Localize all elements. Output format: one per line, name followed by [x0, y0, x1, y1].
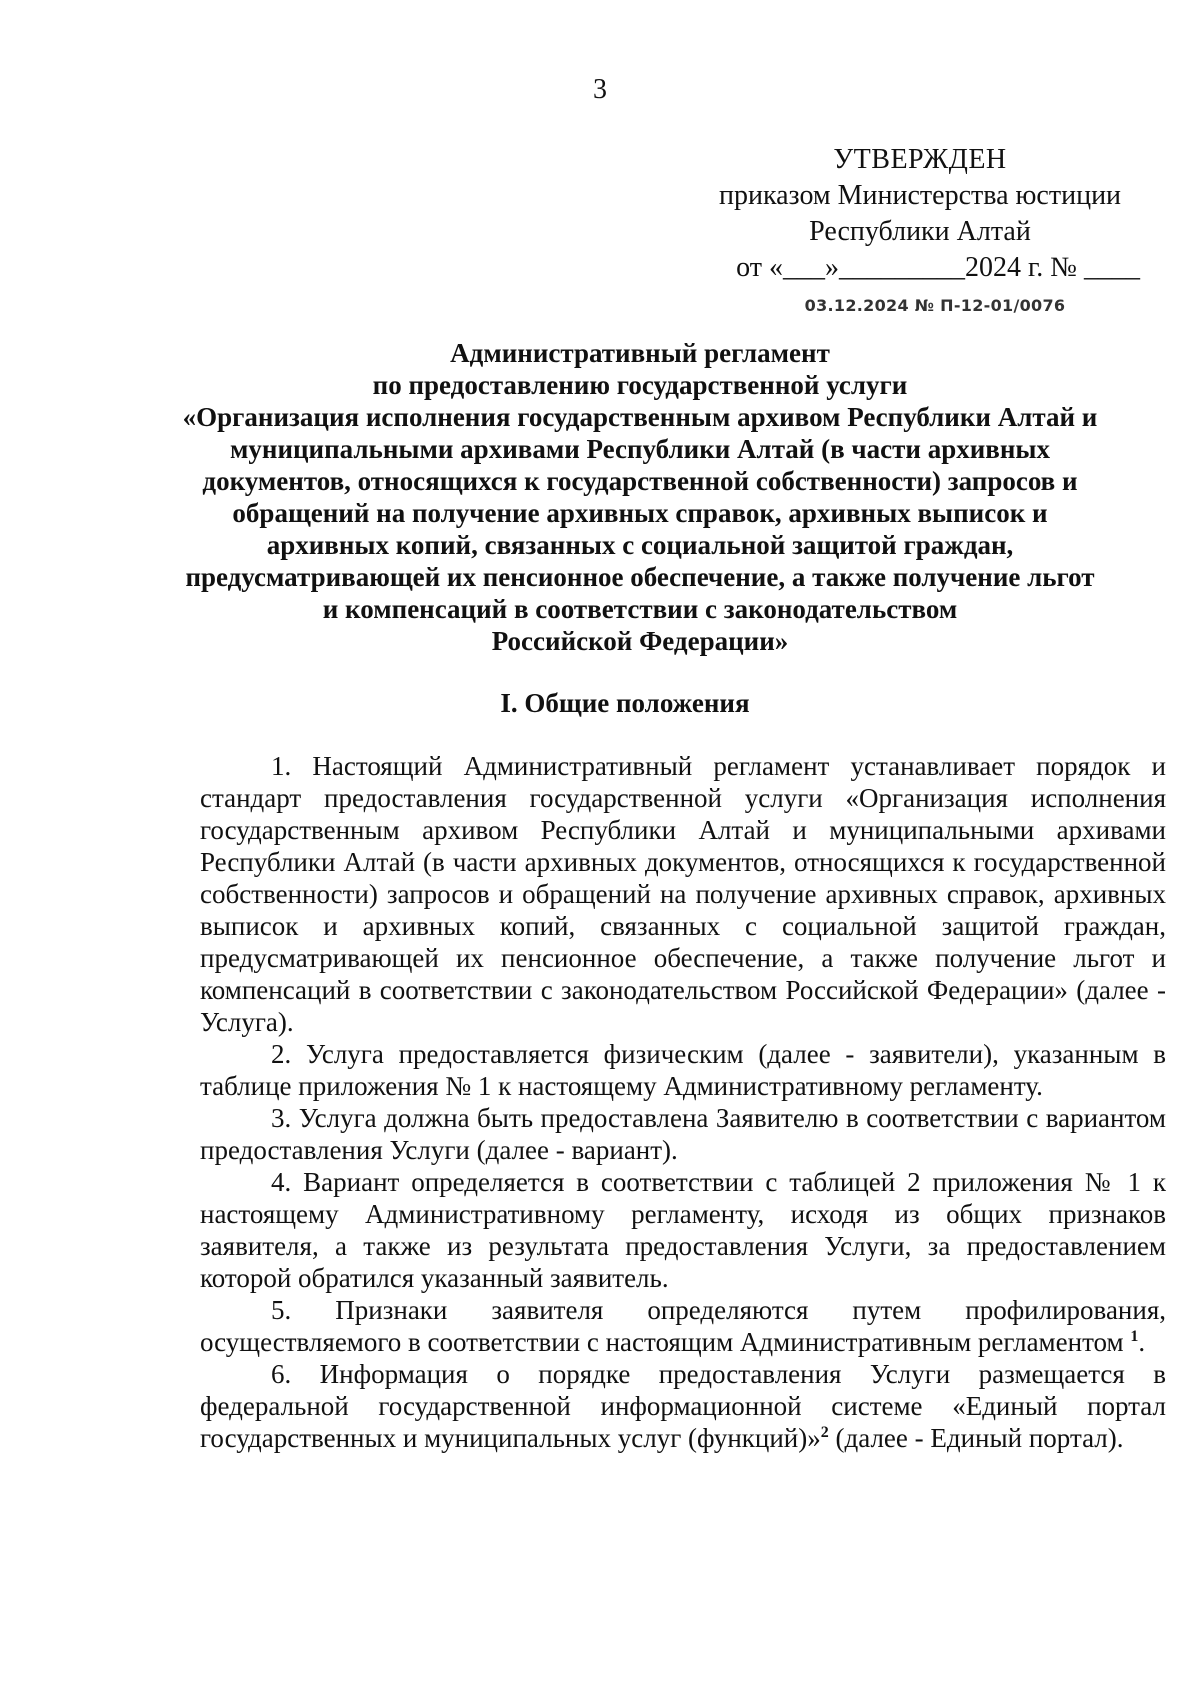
footnote-ref-2: 2 [820, 1424, 829, 1441]
paragraph-1: 1. Настоящий Административный регламент устанавливает порядок и стандарт предоставления государственной услуги «Организация исполнения государственным архивом Республики Алтай и муниципальными архивами Республики Алтай (в части архивных документов, относящихся к государственной собственности) запросов и обращений на получение архивных справок, архивных выписок и архивных копий, связанных с социальной защитой граждан, предусматривающей их пенсионное обеспечение, а также получение льгот и компенсаций в соответствии с законодательством Российской Федерации» (далее - Услуга). [200, 751, 1166, 1037]
title-line: муниципальными архивами Республики Алтай (в части архивных [230, 434, 1050, 464]
paragraph-2: 2. Услуга предоставляется физическим (далее - заявители), указанным в таблице приложения № 1 к настоящему Административному регламенту. [200, 1039, 1166, 1101]
document-title [180, 337, 1100, 657]
approval-heading: УТВЕРЖДЕН [833, 144, 1007, 175]
title-line: архивных копий, связанных с социальной защитой граждан, [266, 530, 1014, 560]
title-line: «Организация исполнения государственным архивом Республики Алтай и [182, 402, 1098, 432]
paragraph-5-text: 5. Признаки заявителя определяются путем профилирования, осуществляемого в соответствии с настоящим Административным регламентом [200, 1295, 1166, 1357]
paragraph-4: 4. Вариант определяется в соответствии с таблицей 2 приложения № 1 к настоящему Административному регламенту, исходя из общих признаков заявителя, а также из результата предоставления Услуги, за предоставлением которой обратился указанный заявитель. [200, 1167, 1166, 1293]
title-line: по предоставлению государственной услуги [372, 370, 908, 400]
paragraph-6 [200, 1358, 1166, 1454]
approval-date-line: от «___»_________2024 г. № ____ [736, 252, 1140, 283]
title-line: Российской Федерации» [491, 626, 789, 656]
title-line: Административный регламент [450, 338, 830, 368]
body-text [200, 750, 1166, 1454]
approval-block [700, 142, 1140, 286]
title-line: документов, относящихся к государственной собственности) запросов и [202, 466, 1078, 496]
paragraph-5-end: . [1138, 1327, 1146, 1357]
title-line: и компенсаций в соответствии с законодательством [322, 594, 958, 624]
title-line: обращений на получение архивных справок, архивных выписок и [232, 498, 1048, 528]
section-heading: I. Общие положения [500, 688, 750, 718]
approval-line: Республики Алтай [809, 216, 1031, 247]
paragraph-6-end: (далее - Единый портал). [828, 1423, 1124, 1453]
paragraph-5 [200, 1294, 1166, 1358]
footnote-ref-1: 1 [1130, 1328, 1139, 1345]
paragraph-3: 3. Услуга должна быть предоставлена Заявителю в соответствии с вариантом предоставления Услуги (далее - вариант). [200, 1103, 1166, 1165]
paragraph-6-text: 6. Информация о порядке предоставления Услуги размещается в федеральной государственной информационной системе «Единый портал государственных и муниципальных услуг (функций)» [200, 1359, 1166, 1453]
title-line: предусматривающей их пенсионное обеспечение, а также получение льгот [185, 562, 1095, 592]
page-number: 3 [593, 74, 607, 105]
registration-stamp: 03.12.2024 № П-12-01/0076 [804, 296, 1066, 315]
approval-line: приказом Министерства юстиции [718, 180, 1122, 211]
